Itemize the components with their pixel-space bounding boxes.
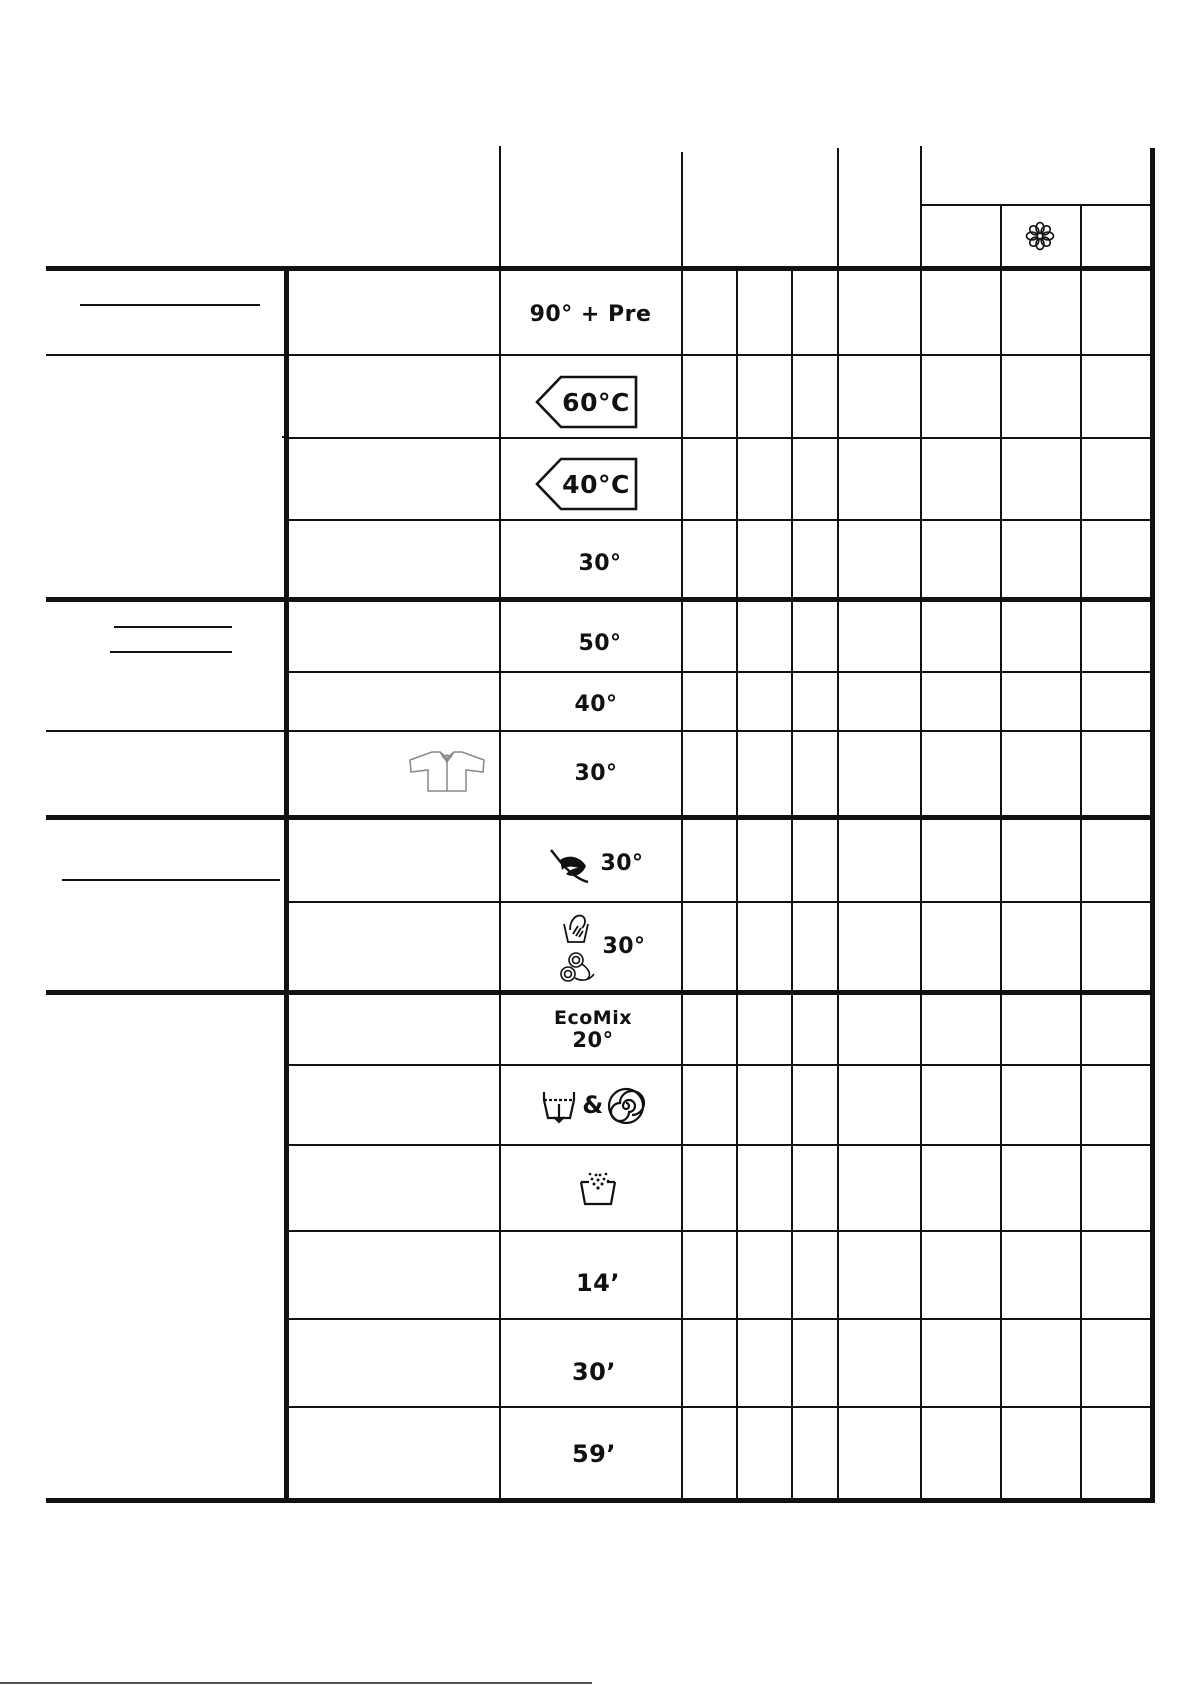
shirt-icon [406, 746, 488, 794]
group-line-4 [46, 990, 1154, 995]
group-title-underline-1 [80, 304, 260, 306]
body-divider-c [791, 266, 793, 1500]
program-connector-row-11: & [582, 1091, 604, 1119]
program-label-row-15: 59’ [571, 1440, 616, 1468]
body-divider-g [1080, 266, 1082, 1500]
program-label-row-7: 30° [574, 761, 618, 786]
group-title-underline-2b [110, 651, 232, 653]
group-line-3 [46, 815, 1154, 820]
body-divider-a [681, 266, 683, 1500]
body-divider-b [736, 266, 738, 1500]
header-divider-col5 [1000, 204, 1002, 266]
body-divider-e [920, 266, 922, 1500]
header-divider-col2 [681, 152, 683, 266]
header-divider-col3 [837, 148, 839, 266]
program-label-row-2: 60°C [562, 387, 630, 417]
footer-rule [0, 1682, 592, 1684]
row-line-2 [284, 437, 1152, 439]
rinse-icon [578, 1170, 618, 1208]
row-line-10 [284, 1064, 1152, 1066]
program-label-row-13: 14’ [575, 1269, 620, 1297]
program-label-row-12 [520, 1210, 660, 1226]
flower-icon [1024, 220, 1056, 252]
feather-icon [548, 846, 590, 886]
row-line-5 [284, 671, 1152, 673]
left-column-tick [282, 436, 286, 438]
group-title-underline-3 [62, 879, 280, 881]
program-label-row-1: 90° + Pre [529, 302, 652, 327]
body-divider-f [1000, 266, 1002, 1500]
row-line-3 [284, 519, 1152, 521]
program-label-row-8: 30° [600, 851, 644, 876]
program-label-row-3: 40°C [562, 469, 630, 499]
header-divider-col6 [1080, 204, 1082, 266]
program-label-row-6: 40° [574, 692, 618, 717]
group-line-2 [46, 597, 1154, 602]
program-label-row-4: 30° [578, 551, 622, 576]
row-line-12 [284, 1230, 1152, 1232]
program-label-row-10-line2: 20° [572, 1027, 614, 1052]
table-right-border [1150, 148, 1155, 1503]
row-line-14 [284, 1406, 1152, 1408]
group-title-underline-2a [114, 626, 232, 628]
program-label-row-9: 30° [602, 934, 646, 959]
program-label-row-14: 30’ [571, 1358, 616, 1386]
program-label-row-10-line1: EcoMix [554, 1007, 632, 1029]
spin-icon [606, 1086, 646, 1126]
body-divider-d [837, 266, 839, 1500]
row-line-8 [284, 901, 1152, 903]
body-divider-thick [284, 268, 289, 1500]
header-divider-col1 [499, 146, 501, 266]
body-divider-program [499, 266, 501, 1500]
group-line-top [46, 266, 1154, 271]
drain-icon [540, 1088, 578, 1124]
row-line-13 [284, 1318, 1152, 1320]
row-line-6 [46, 730, 1152, 732]
header-divider-col4 [920, 146, 922, 266]
row-line-1 [46, 354, 1152, 356]
row-line-11 [284, 1144, 1152, 1146]
header-subdivider [920, 204, 1152, 206]
program-label-row-10 [520, 1000, 666, 1060]
group-line-bottom [46, 1498, 1154, 1503]
program-label-row-5: 50° [578, 631, 622, 656]
